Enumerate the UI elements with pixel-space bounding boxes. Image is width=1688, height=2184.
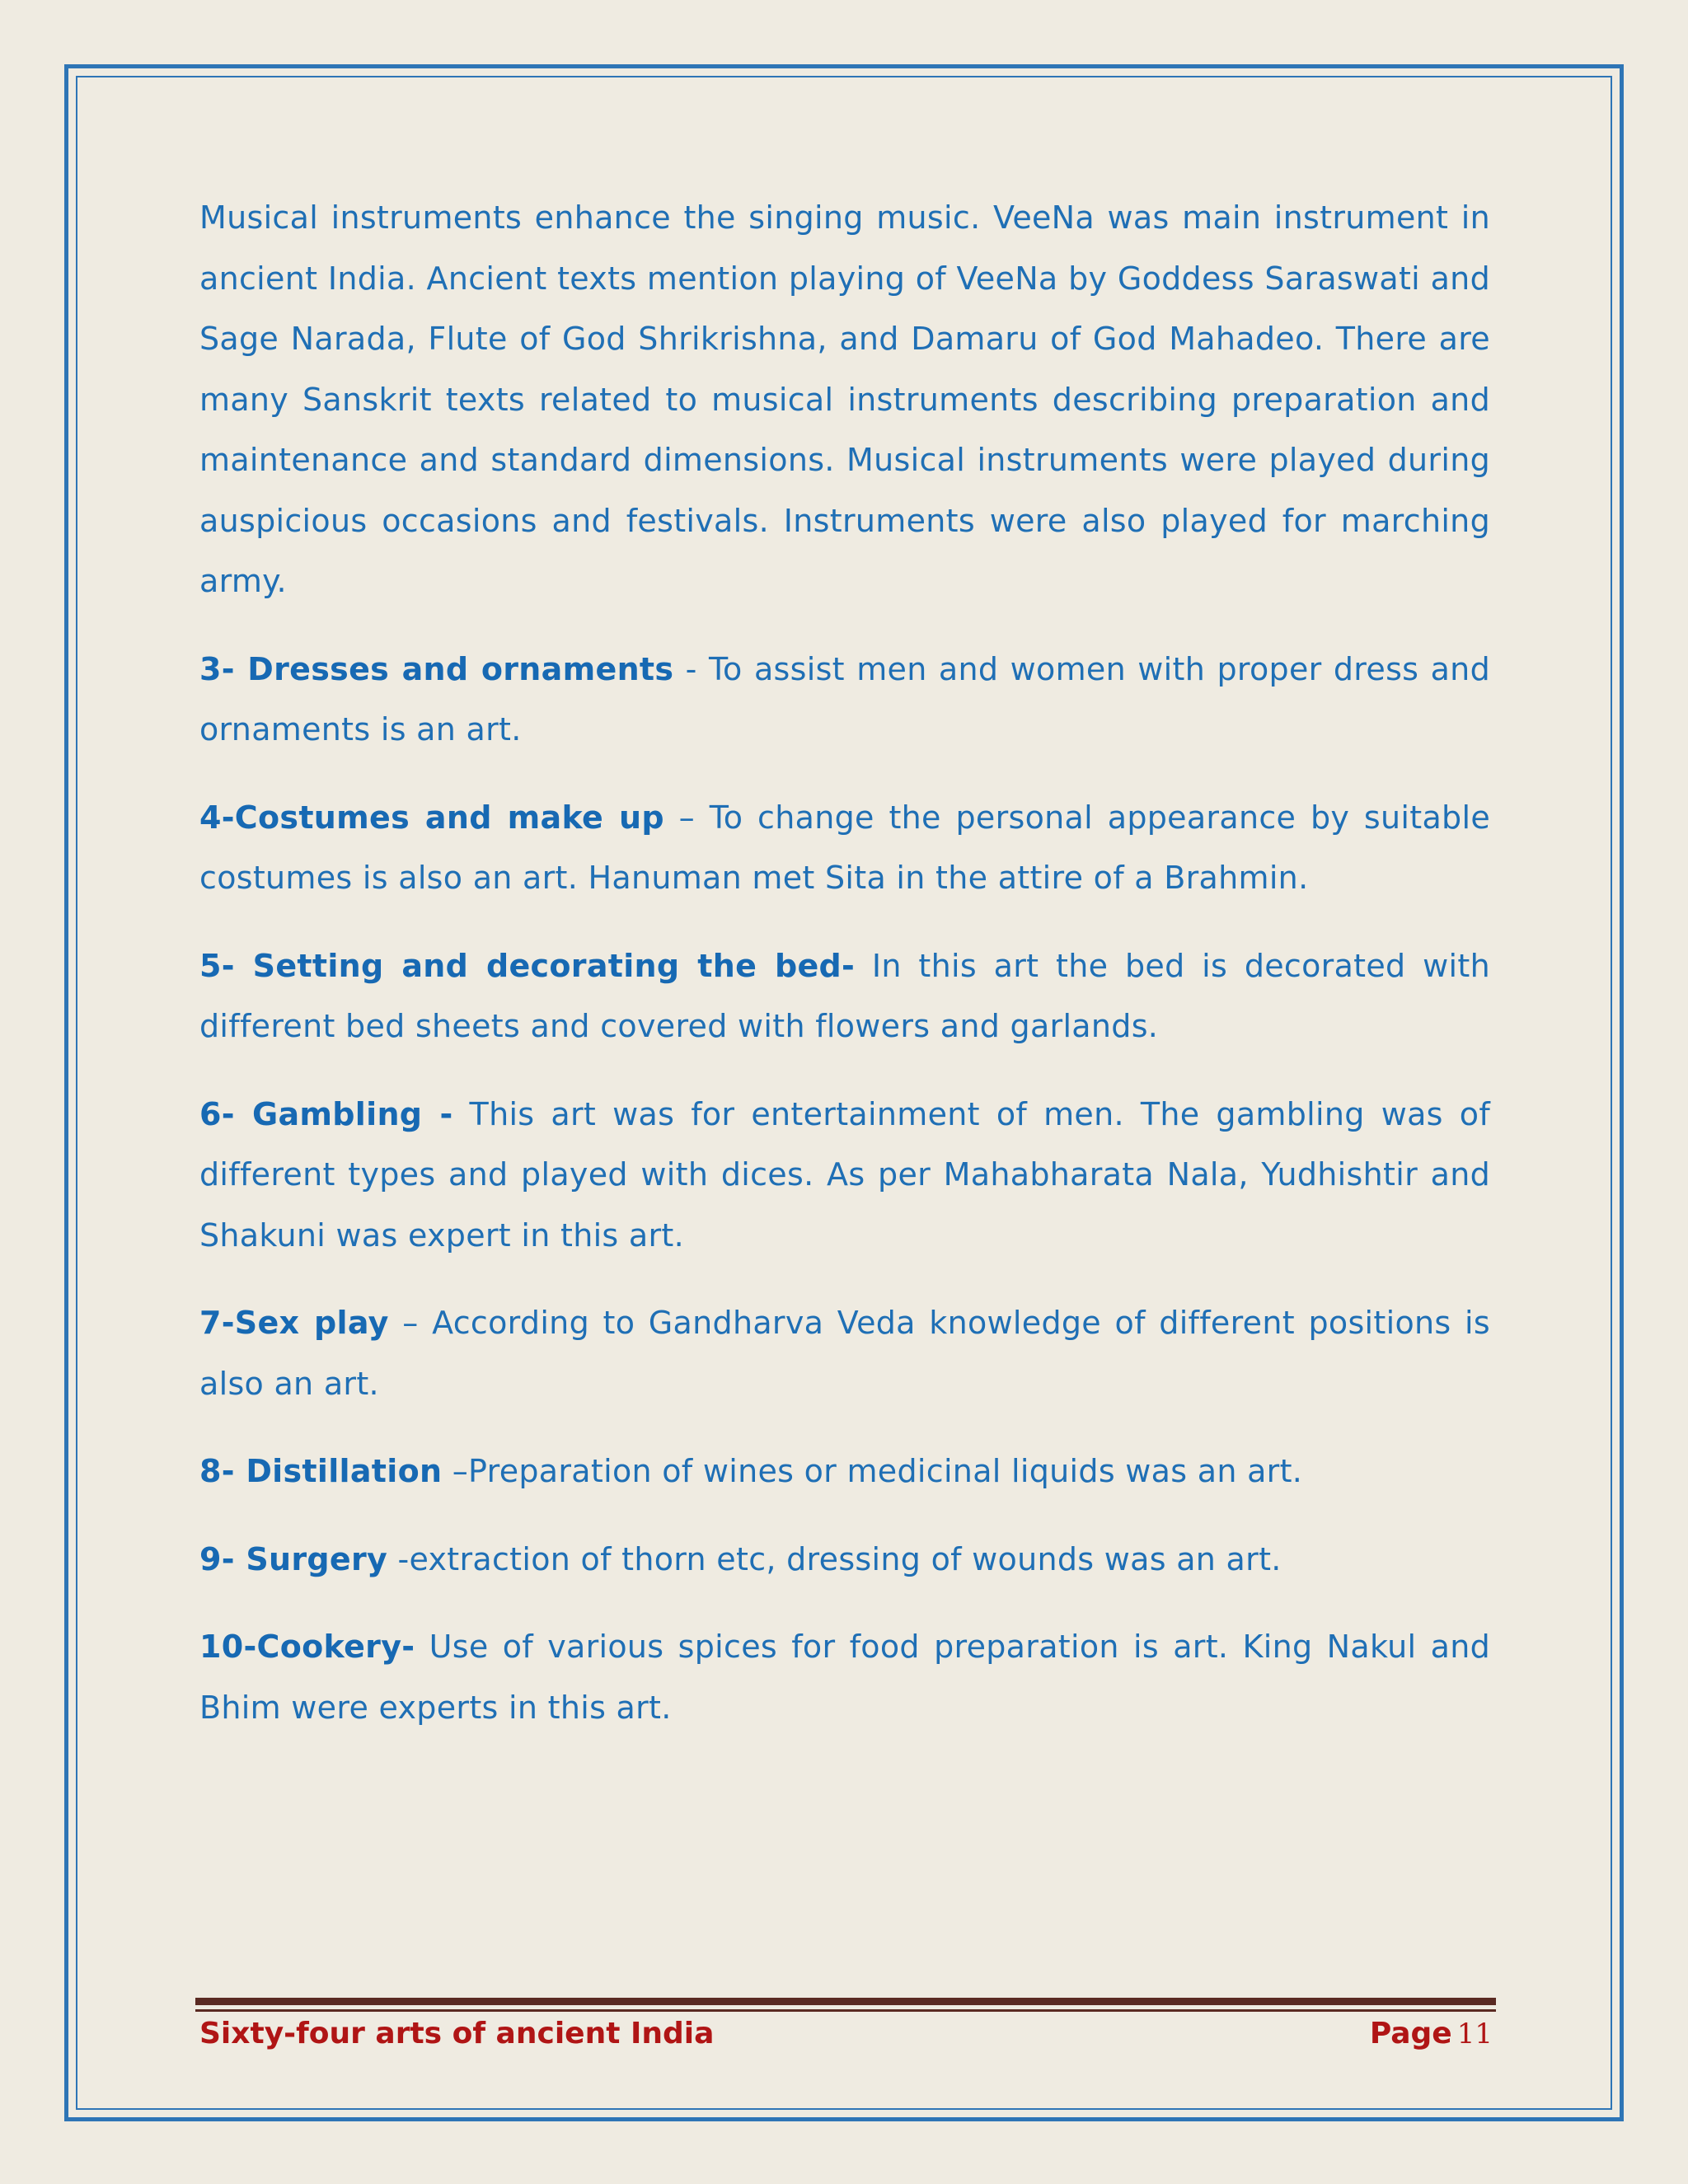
paragraph-text: Musical instruments enhance the singing music. VeeNa was main instrument in ancient India. Ancient texts mention playing of VeeNa by Goddess Saraswati and Sage Narada, Flute of God Shrikrishna, and Damaru of God Mahadeo. There are many Sanskrit texts related to musical instruments describing preparation and maintenance and standard dimensions. Musical instruments were played during auspicious occasions and festivals. Instruments were also played for marching army. [199, 199, 1490, 599]
paragraph-heading: 3- Dresses and ornaments [199, 650, 674, 687]
paragraph-heading: 7-Sex play [199, 1305, 389, 1341]
paragraph-costumes-makeup [199, 788, 1490, 909]
paragraph-heading: 10-Cookery- [199, 1629, 415, 1665]
paragraph-surgery [199, 1530, 1490, 1591]
paragraph-heading: 6- Gambling - [199, 1095, 453, 1132]
footer-page-indicator [1370, 2014, 1493, 2054]
footer-divider-thin [195, 2009, 1496, 2012]
paragraph-text: - To assist men and women with proper dress and ornaments is an art. [199, 650, 1490, 748]
paragraph-heading: 8- Distillation [199, 1453, 443, 1489]
page-body [199, 188, 1490, 1765]
paragraph-cookery [199, 1617, 1490, 1738]
paragraph-text: Use of various spices for food preparation is art. King Nakul and Bhim were experts in this art. [199, 1629, 1490, 1726]
paragraph-dresses-ornaments [199, 640, 1490, 761]
page-number: 11 [1456, 2018, 1493, 2050]
paragraph-distillation [199, 1441, 1490, 1502]
paragraph-musical-instruments [199, 188, 1490, 612]
paragraph-heading: 4-Costumes and make up [199, 799, 664, 836]
paragraph-sex-play [199, 1293, 1490, 1414]
paragraph-text: -extraction of thorn etc, dressing of wounds was an art. [387, 1540, 1282, 1577]
paragraph-text: – To change the personal appearance by suitable costumes is also an art. Hanuman met Sita in the attire of a Brahmin. [199, 799, 1491, 896]
paragraph-text: –Preparation of wines or medicinal liquids was an art. [442, 1453, 1303, 1489]
paragraph-text: In this art the bed is decorated with different bed sheets and covered with flowers and garlands. [199, 947, 1490, 1044]
page-label: Page [1369, 2017, 1452, 2050]
paragraph-text: This art was for entertainment of men. The gambling was of different types and played with dices. As per Mahabharata Nala, Yudhishtir and Shakuni was expert in this art. [199, 1095, 1491, 1254]
footer-title: Sixty-four arts of ancient India [199, 2017, 715, 2050]
paragraph-heading: 9- Surgery [199, 1540, 388, 1577]
footer-divider-thick [195, 1998, 1496, 2005]
paragraph-heading: 5- Setting and decorating the bed- [199, 947, 856, 984]
paragraph-gambling [199, 1085, 1490, 1267]
paragraph-bed-decoration [199, 936, 1490, 1057]
paragraph-text: – According to Gandharva Veda knowledge of different positions is also an art. [199, 1305, 1490, 1402]
